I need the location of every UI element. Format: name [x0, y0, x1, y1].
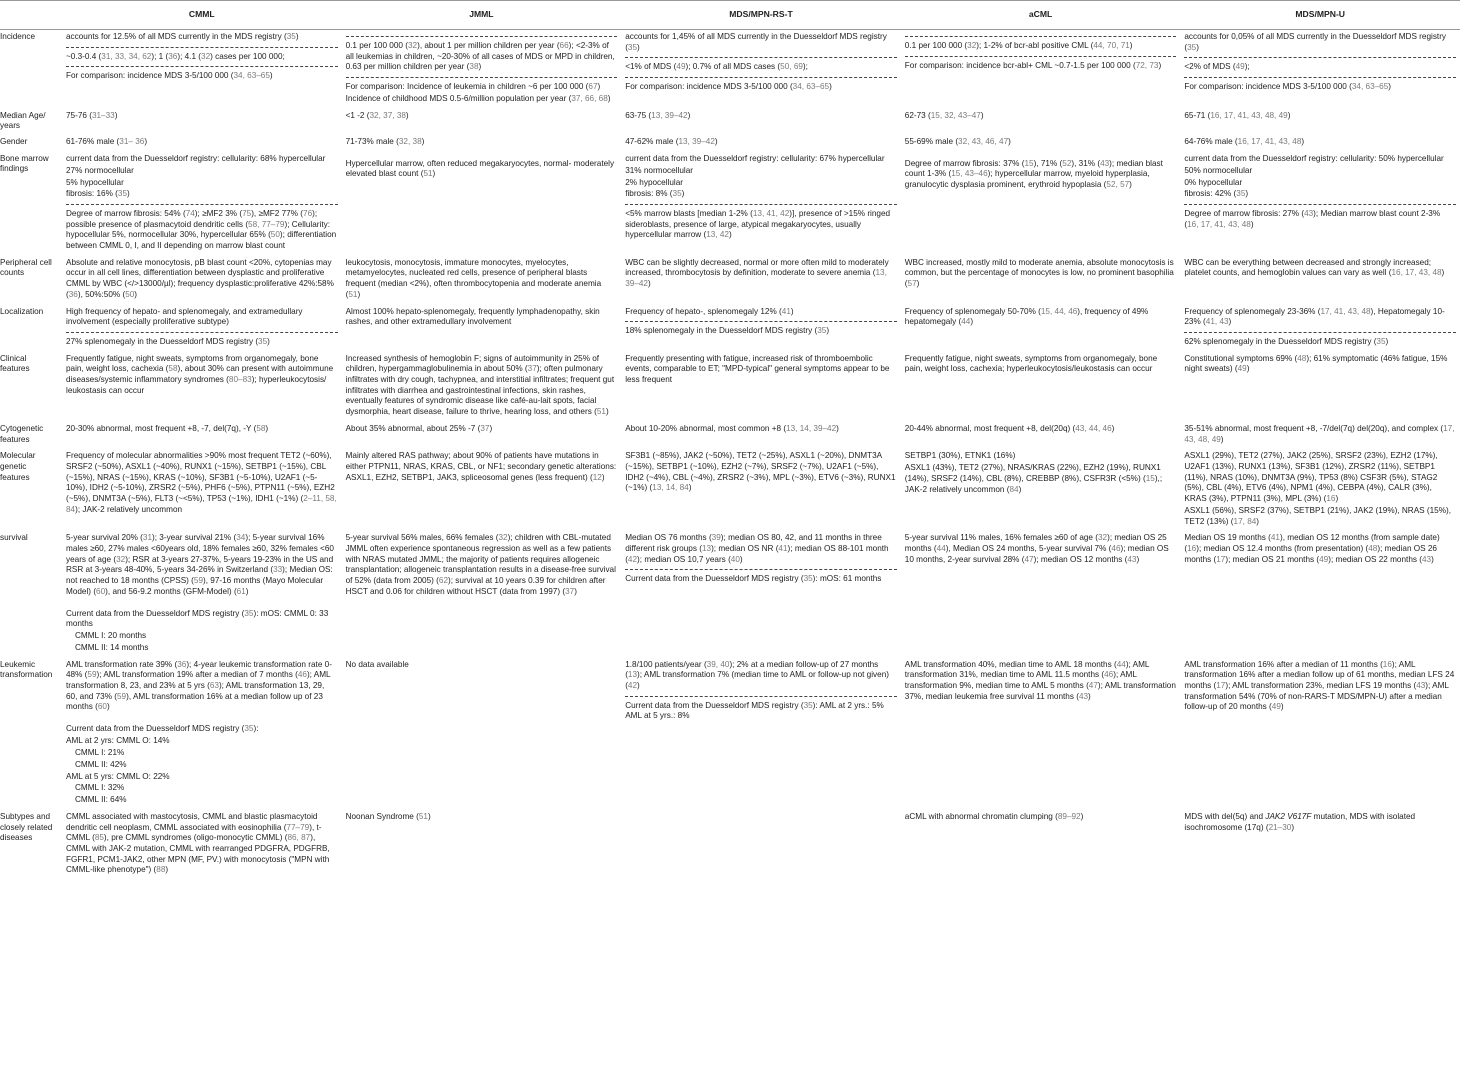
cell-cmml: [62, 30, 342, 109]
cell-jmml: [342, 449, 622, 531]
dashed-separator: [1184, 77, 1456, 78]
cell-mds-mpn-rs-t: [621, 352, 901, 422]
cell-cmml: [62, 422, 342, 450]
table-row: [0, 531, 1460, 657]
cell-jmml: [342, 810, 622, 880]
cell-text: 0.1 per 100 000 (32); 1-2% of bcr-abl positive CML (44, 70, 71): [904, 41, 1133, 50]
cell-mds-mpn-u: [1180, 305, 1460, 352]
cell-text: ~0.3-0.4 (31, 33, 34, 62); 1 (36); 4.1 (32) cases per 100 000;: [66, 51, 285, 61]
cell-text: 27% normocellular: [66, 165, 134, 175]
cell-text: For comparison: incidence bcr-abl+ CML ~0.7-1.5 per 100 000 (72, 73): [904, 60, 1162, 70]
cell-mds-mpn-rs-t: [621, 449, 901, 531]
cell-text: AML transformation 16% after a median of 11 months (16); AML transformation 16% after a median follow up of 61 months, median LFS 24 months (17); AML transformation 23%, median LFS 19 months (43); AML transformation 54% (70% of non-RARS-T MDS/MPN-U) after a median follow-up of 20 months (49): [1184, 659, 1455, 712]
table-row: [0, 422, 1460, 450]
cell-text: CMML I: 32%: [75, 783, 125, 793]
cell-cmml: [62, 135, 342, 152]
cell-text: Current data from the Duesseldorf MDS registry (35): mOS: CMML 0: 33 months: [66, 608, 329, 629]
cell-text: AML at 5 yrs: CMML O: 22%: [66, 771, 170, 781]
cell-mds-mpn-rs-t: [621, 305, 901, 352]
dashed-separator: [1184, 204, 1456, 205]
cell-cmml: [62, 109, 342, 135]
cell-text: Frequently fatigue, night sweats, symptoms from organomegaly, bone pain, weight loss, cachexia (58), about 30% can present with autoimmune diseases/systemic inflammatory syndromes (80–83); hyperleukocytosis/ leukostasis can occur: [66, 353, 334, 395]
cell-text: CMML I: 21%: [75, 747, 125, 757]
row-label: Molecular genetic features: [0, 451, 36, 482]
cell-mds-mpn-rs-t: [621, 531, 901, 657]
table-row: [0, 352, 1460, 422]
cell-acml: [901, 152, 1181, 256]
dashed-separator: [66, 332, 338, 333]
cell-text: 75-76 (31–33): [66, 110, 118, 120]
cell-text: Median OS 19 months (41), median OS 12 months (from sample date) (16); median OS 12.4 months (from presentation) (48); median OS 26 months (17); median OS 21 months (49); median OS 22 months (43): [1184, 533, 1440, 564]
cell-text: 55-69% male (32, 43, 46, 47): [904, 136, 1011, 146]
cell-text: 64-76% male (16, 17, 41, 43, 48): [1184, 136, 1305, 146]
cell-cmml: [62, 810, 342, 880]
cell-text: 50% normocellular: [1184, 165, 1253, 175]
cell-text: 5-year survival 11% males, 16% females ≥60 of age (32); median OS 25 months (44), Median OS 24 months, 5-year survival 7% (46); median OS 10 months, 2-year survival 28% (47); median OS 12 months (43): [904, 533, 1169, 564]
dashed-separator: [625, 77, 897, 78]
cell-acml: [901, 305, 1181, 352]
cell-mds-mpn-rs-t: [621, 256, 901, 305]
cell-mds-mpn-u: [1180, 30, 1460, 109]
cell-text: Median OS 76 months (39); median OS 80, 42, and 11 months in three different risk groups (13); median OS NR (41); median OS 88-101 month (42); median OS 10,7 years (40): [625, 533, 889, 564]
cell-text: 71-73% male (32, 38): [345, 136, 425, 146]
cell-text: CMML II: 64%: [75, 795, 127, 805]
cell-text: 18% splenomegaly in the Duesseldorf MDS registry (35): [625, 326, 830, 336]
row-label: Bone marrow findings: [0, 153, 49, 174]
cell-jmml: [342, 135, 622, 152]
cell-text: CMML II: 14 months: [75, 642, 149, 652]
cell-text: 0% hypocellular: [1184, 177, 1243, 187]
dashed-separator: [346, 36, 618, 37]
cell-text: For comparison: incidence MDS 3-5/100 000 (34, 63–65): [625, 81, 832, 91]
cell-mds-mpn-u: [1180, 135, 1460, 152]
cell-mds-mpn-u: [1180, 531, 1460, 657]
cell-text: 1.8/100 patients/year (39, 40); 2% at a median follow-up of 27 months (13); AML transformation 7% (median time to AML or follow-up not given) (42): [625, 659, 889, 690]
cell-text: Frequency of molecular abnormalities >90% most frequent TET2 (~60%), SRSF2 (~50%), ASXL1 (~40%), RUNX1 (~15%), SETBP1 (~15%), CBL (~15%), NRAS (~15%), KRAS (~10%), SF3B1 (~5-10%), U2AF1 (~5-10%), IDH2 (~5-10%), ZRSR2 (~5%), PHF6 (~5%), PTPN11 (~5%), EZH2 (~5%), DNMT3A (~5%), FLT3 (~<5%), TP53 (~1%), IDH1 (~1%) (2–11, 58, 84); JAK-2 relatively uncommon: [66, 451, 337, 514]
cell-text: 5-year survival 20% (31); 3-year survival 21% (34); 5-year survival 16% males ≥60, 27% males <60years old, 18% females ≥60, 32% females <60 years of age (32); RSR at 3-years 27-37%, 5-years 19-23% in the US and RSR at 3-years 48-40%, 5-years 34-26% in Switzerland (33); Median OS: not reached to 18 months (CPSS) (59), 97-16 months (Mayo Molecular Model) (60), and 56-9.2 months (GFM-Model) (61): [66, 533, 334, 596]
cell-mds-mpn-u: [1180, 352, 1460, 422]
row-label: Subtypes and closely related diseases: [0, 812, 53, 843]
cell-jmml: [342, 352, 622, 422]
dashed-separator: [625, 696, 897, 697]
cell-text: ASXL1 (43%), TET2 (27%), NRAS/KRAS (22%), EZH2 (19%), RUNX1 (14%), SRSF2 (14%), CBL (8%), CREBBP (8%), CSFR3R (<5%) (15),; JAK-2 relatively uncommon (84): [904, 463, 1163, 494]
header-mds-mpn-rs-t: MDS/MPN-RS-T: [621, 1, 901, 30]
cell-jmml: [342, 531, 622, 657]
cell-text: About 10-20% abnormal, most common +8 (13, 14, 39–42): [625, 423, 839, 433]
row-label: Incidence: [0, 32, 36, 41]
cell-text: accounts for 1,45% of all MDS currently in the Duesseldorf MDS registry (35): [625, 32, 887, 52]
cell-mds-mpn-u: [1180, 449, 1460, 531]
cell-text: 0.1 per 100 000 (32), about 1 per million children per year (66); <2-3% of all leukemias in children, ~20-30% of all cases of MDS or MPD in children, 0.63 per million children per year (38): [345, 41, 615, 72]
cell-text: 27% splenomegaly in the Duesseldorf MDS registry (35): [66, 336, 270, 346]
cell-mds-mpn-u: [1180, 422, 1460, 450]
cell-text: 5-year survival 56% males, 66% females (32); children with CBL-mutated JMML often experience spontaneous regression as well as a few patients with NRAS mutated JMML; the majority of patients requires allogeneic transplantation; allogeneic transplantation results in a disease-free survival of 52% (data from 2005) (62); survival at 10 years 0.39 for children after HSCT and 0.06 for children without HSCT (data from 1997) (37): [345, 533, 616, 596]
header-cmml: CMML: [62, 1, 342, 30]
cell-text: WBC increased, mostly mild to moderate anemia, absolute monocytosis is common, but the percentage of monocytes is low, no prominent basophilia (57): [904, 257, 1174, 289]
cell-text: No data available: [345, 659, 409, 669]
cell-text: current data from the Duesseldorf registry: cellularity: 68% hypercellular: [66, 153, 326, 163]
cell-cmml: [62, 531, 342, 657]
cell-acml: [901, 135, 1181, 152]
cell-mds-mpn-u: [1180, 109, 1460, 135]
table-row: [0, 305, 1460, 352]
cell-text: Almost 100% hepato-splenomegaly, frequently lymphadenopathy, skin rashes, and other extramedullary involvement: [345, 306, 600, 327]
cell-jmml: [342, 109, 622, 135]
cell-acml: [901, 256, 1181, 305]
cell-text: current data from the Duesseldorf registry: cellularity: 67% hypercellular: [625, 153, 885, 163]
cell-acml: [901, 30, 1181, 109]
cell-text: 47-62% male (13, 39–42): [625, 136, 718, 146]
cell-text: AML transformation rate 39% (36); 4-year leukemic transformation rate 0-48% (59); AML transformation 19% after a median of 7 months (46); AML transformation 8, 23, and 23% at 5 yrs (63); AML transformation 13, 29, 60, and 73% (59), AML transformation 16% at a median follow up of 23 months (60): [66, 659, 332, 712]
cell-text: fibrosis: 8% (35): [625, 189, 685, 199]
cell-text: 20-44% abnormal, most frequent +8, del(20q) (43, 44, 46): [904, 423, 1115, 433]
cell-text: leukocytosis, monocytosis, immature monocytes, myelocytes, metamyelocytes, nucleated red cells, presence of peripheral blasts frequent (median <2%), often thrombocytopenia and moderate anemia (51): [345, 257, 602, 299]
cell-acml: [901, 658, 1181, 810]
table-row: [0, 30, 1460, 109]
cell-jmml: [342, 152, 622, 256]
cell-text: CMML I: 20 months: [75, 631, 147, 640]
cell-text: Constitutional symptoms 69% (48); 61% symptomatic (46% fatigue, 15% night sweats) (49): [1184, 353, 1448, 374]
cell-cmml: [62, 449, 342, 531]
cell-text: SF3B1 (~85%), JAK2 (~50%), TET2 (~25%), ASXL1 (~20%), DNMT3A (~15%), SETBP1 (~10%), EZH2 (~7%), SRSF2 (~7%), U2AF1 (~5%), IDH2 (~4%), CBL (~4%), ZRSR2 (~3%), MPL (~3%), ETV6 (~3%), RUNX1 (~1%) (13, 14, 84): [625, 451, 896, 493]
cell-acml: [901, 810, 1181, 880]
cell-text: Current data from the Duesseldorf MDS registry (35):: [66, 724, 259, 734]
cell-cmml: [62, 658, 342, 810]
cell-text: <1% of MDS (49); 0.7% of all MDS cases (50, 69);: [625, 62, 808, 72]
cell-text: CMML II: 42%: [75, 759, 127, 769]
cell-text: 31% normocellular: [625, 165, 693, 175]
row-label: Gender: [0, 136, 28, 146]
row-label: survival: [0, 533, 28, 543]
cell-text: SETBP1 (30%), ETNK1 (16%): [904, 451, 1016, 461]
cell-text: <5% marrow blasts [median 1-2% (13, 41, 42)], presence of >15% ringed sideroblasts, presence of large, atypical megakaryocytes, usually hypercellular marrow (13, 42): [625, 209, 891, 240]
cell-text: current data from the Duesseldorf registry: cellularity: 50% hypercellular: [1184, 153, 1444, 163]
cell-text: AML transformation 40%, median time to AML 18 months (44); AML transformation 31%, median time to AML 11.5 months (46); AML transformation 9%, median time to AML 5 months (47); AML transformation 37%, median leukemia free survival 11 months (43): [904, 659, 1176, 701]
row-label: Localization: [0, 306, 44, 316]
dashed-separator: [66, 66, 338, 67]
cell-text: WBC can be everything between decreased and strongly increased; platelet counts, and hemoglobin values can vary as well (16, 17, 43, 48): [1184, 257, 1445, 278]
cell-text: 20-30% abnormal, most frequent +8, -7, del(7q), -Y (58): [66, 423, 269, 433]
cell-text: AML at 2 yrs: CMML O: 14%: [66, 736, 170, 745]
cell-text: Increased synthesis of hemoglobin F; signs of autoimmunity in 25% of children, hypergammaglobulinemia in about 50% (37); often pulmonary infiltrates with dry cough, tachypnea, and interstitial infiltrates; frequent gut infiltrates with diarrhea and gastrointestinal infections, skin rashes, eventually features of syndromic disease like café-au-lait spots, facial dysmorphia, heart disease, failure to thrive, hearing loss, and others (51): [345, 353, 615, 417]
cell-cmml: [62, 152, 342, 256]
cell-text: Frequency of splenomegaly 50-70% (15, 44, 46), frequency of 49% hepatomegaly (44): [904, 306, 1149, 327]
cell-text: ASXL1 (29%), TET2 (27%), JAK2 (25%), SRSF2 (23%), EZH2 (17%), U2AF1 (13%), RUNX1 (13%), SF3B1 (12%), ZRSR2 (11%), SETBP1 (11%), NRAS (10%), DNMT3A (9%), TP53 (8%) CSF3R (5%), STAG2 (5%), CBL (4%), ETV6 (4%), NPM1 (4%), CEBPA (4%), CALR (3%), KRAS (3%), PTPN11 (3%), MPL (3%) (16): [1184, 451, 1438, 504]
cell-text: Degree of marrow fibrosis: 54% (74); ≥MF2 3% (75), ≥MF2 77% (76); possible presence of plasmacytoid dendritic cells (58, 77–79); Cellularity: hypocellular 5%, normocellular 30%, hypercellular 65% (50); differentiation between CMML 0, I, and II depending on marrow blast count: [66, 209, 337, 250]
table-row: [0, 658, 1460, 810]
cell-text: accounts for 0,05% of all MDS currently in the Duesseldorf MDS registry (35): [1184, 32, 1447, 52]
cell-jmml: [342, 305, 622, 352]
cell-mds-mpn-rs-t: [621, 135, 901, 152]
cell-text: 63-75 (13, 39–42): [625, 110, 691, 120]
row-label: Median Age/ years: [0, 110, 46, 131]
cell-text: Frequency of splenomegaly 23-36% (17, 41, 43, 48), Hepatomegaly 10-23% (41, 43): [1184, 306, 1445, 327]
dashed-separator: [905, 36, 1177, 37]
cell-text: 65-71 (16, 17, 41, 43, 48, 49): [1184, 110, 1291, 120]
cell-mds-mpn-rs-t: [621, 422, 901, 450]
cell-text: About 35% abnormal, about 25% -7 (37): [345, 423, 493, 433]
cell-cmml: [62, 305, 342, 352]
cell-mds-mpn-u: [1180, 152, 1460, 256]
cell-text: Absolute and relative monocytosis, pB blast count <20%, cytopenias may occur in all cell lines, differentiation between dysplastic and proliferative CMML by WBC (</>13000/µl); frequency dysplastic:proliferative 42%:58% (36), 50%:50% (50): [66, 257, 334, 299]
table-row: [0, 135, 1460, 152]
cell-jmml: [342, 256, 622, 305]
cell-mds-mpn-u: [1180, 810, 1460, 880]
cell-jmml: [342, 422, 622, 450]
header-empty: [0, 1, 62, 30]
dashed-separator: [905, 56, 1177, 57]
cell-text: 62% splenomegaly in the Duesseldorf MDS registry (35): [1184, 336, 1389, 346]
header-jmml: JMML: [342, 1, 622, 30]
cell-text: 2% hypocellular: [625, 177, 683, 187]
cell-text: fibrosis: 42% (35): [1184, 189, 1249, 199]
cell-text: accounts for 12.5% of all MDS currently in the MDS registry (35): [66, 32, 299, 41]
cell-mds-mpn-rs-t: [621, 810, 901, 880]
row-label: Cytogenetic features: [0, 423, 44, 444]
dashed-separator: [1184, 332, 1456, 333]
cell-text: 61-76% male (31– 36): [66, 136, 148, 146]
cell-text: Hypercellular marrow, often reduced megakaryocytes, normal- moderately elevated blast count (51): [345, 158, 615, 179]
row-label: Leukemic transformation: [0, 659, 53, 680]
cell-text: For comparison: incidence MDS 3-5/100 000 (34, 63–65): [1184, 81, 1392, 91]
cell-text: 35-51% abnormal, most frequent +8, -7/del(7q) del(20q), and complex (17, 43, 48, 49): [1184, 423, 1455, 444]
row-label: Peripheral cell counts: [0, 257, 52, 278]
cell-mds-mpn-rs-t: [621, 109, 901, 135]
cell-text: Frequency of hepato-, splenomegaly 12% (41): [625, 306, 794, 316]
dashed-separator: [625, 569, 897, 570]
cell-jmml: [342, 658, 622, 810]
dashed-separator: [346, 77, 618, 78]
cell-text: Incidence of childhood MDS 0.5-6/million population per year (37, 66, 68): [345, 93, 611, 103]
table-row: [0, 810, 1460, 880]
cell-text: Current data from the Duesseldorf MDS registry (35): AML at 2 yrs.: 5% AML at 5 yrs.: 8%: [625, 700, 884, 721]
cell-acml: [901, 449, 1181, 531]
cell-text: 5% hypocellular: [66, 177, 124, 187]
header-mds-mpn-u: MDS/MPN-U: [1180, 1, 1460, 30]
cell-text: <2% of MDS (49);: [1184, 62, 1250, 72]
cell-text: Degree of marrow fibrosis: 37% (15), 71% (52), 31% (43); median blast count 1-3% (15, 43–46); hypercellular marrow, myeloid hyperplasia, granulocytic dysplasia prominent, erythroid hypoplasia (52, 57): [904, 158, 1163, 190]
cell-acml: [901, 109, 1181, 135]
cell-acml: [901, 422, 1181, 450]
cell-acml: [901, 531, 1181, 657]
cell-cmml: [62, 352, 342, 422]
cell-mds-mpn-rs-t: [621, 658, 901, 810]
table-row: [0, 152, 1460, 256]
header-acml: aCML: [901, 1, 1181, 30]
dashed-separator: [66, 47, 338, 48]
cell-jmml: [342, 30, 622, 109]
cell-text: High frequency of hepato- and splenomegaly, and extramedullary involvement (especially proliferative subtype): [66, 306, 303, 327]
cell-text: fibrosis: 16% (35): [66, 189, 130, 199]
cell-text: <1 -2 (32, 37, 38): [345, 110, 409, 120]
cell-text: MDS with del(5q) and JAK2 V617F mutation, MDS with isolated isochromosome (17q) (21–30): [1184, 812, 1416, 832]
cell-acml: [901, 352, 1181, 422]
table-row: [0, 449, 1460, 531]
dashed-separator: [1184, 57, 1456, 58]
cell-mds-mpn-rs-t: [621, 30, 901, 109]
cell-text: Current data from the Duesseldorf MDS registry (35): mOS: 61 months: [625, 574, 882, 584]
header-row: [0, 1, 1460, 30]
cell-mds-mpn-u: [1180, 256, 1460, 305]
cell-text: Mainly altered RAS pathway; about 90% of patients have mutations in either PTPN11, NRAS, KRAS, CBL, or NF1; secondary genetic alterations: ASXL1, EZH2, SETBP1, JAK3, spliceosomal genes (less frequent) (12): [345, 451, 617, 482]
cell-text: Frequently presenting with fatigue, increased risk of thromboembolic events, comparable to ET; "MPD-typical" general symptoms appear to be less frequent: [625, 353, 890, 385]
cell-text: Degree of marrow fibrosis: 27% (43); Median marrow blast count 2-3% (16, 17, 41, 43, 48): [1184, 209, 1441, 229]
cell-text: aCML with abnormal chromatin clumping (89–92): [904, 812, 1084, 822]
cell-text: 62-73 (15, 32, 43–47): [904, 110, 984, 120]
cell-text: For comparison: Incidence of leukemia in children ~6 per 100 000 (67): [345, 81, 601, 91]
cell-text: WBC can be slightly decreased, normal or more often mild to moderately increased, thrombocytosis by definition, moderate to severe anemia (13, 39–42): [625, 257, 889, 289]
cell-text: Frequently fatigue, night sweats, symptoms from organomegaly, bone pain, weight loss, cachexia; hyperleukocytosis/leukostasis can occur: [904, 353, 1158, 374]
cell-text: CMML associated with mastocytosis, CMML and blastic plasmacytoid dendritic cell neoplasm, CMML associated with eosinophilia (77–79), t-CMML (85), pre CMML syndromes (oligo-monocytic CMML) (86, 87), CMML with JAK-2 mutation, CMML with rearranged PDGFRA, PDGFRB, FGFR1, PCM1-JAK2, other MPN (MF, PV.) with monocytosis ("MPN with CMML-like phenotype") (88): [66, 812, 330, 875]
cell-mds-mpn-u: [1180, 658, 1460, 810]
cell-mds-mpn-rs-t: [621, 152, 901, 256]
dashed-separator: [625, 57, 897, 58]
dashed-separator: [66, 204, 338, 205]
table-row: [0, 109, 1460, 135]
dashed-separator: [625, 204, 897, 205]
table-body: [0, 30, 1460, 881]
cell-cmml: [62, 256, 342, 305]
table-row: [0, 256, 1460, 305]
cell-text: ASXL1 (56%), SRSF2 (37%), SETBP1 (21%), JAK2 (19%), NRAS (15%), TET2 (13%) (17, 84): [1184, 505, 1452, 526]
dashed-separator: [625, 321, 897, 322]
row-label: Clinical features: [0, 353, 30, 374]
cell-text: Noonan Syndrome (51): [345, 812, 431, 822]
cell-text: For comparison: incidence MDS 3-5/100 000 (34, 63–65): [66, 71, 273, 81]
